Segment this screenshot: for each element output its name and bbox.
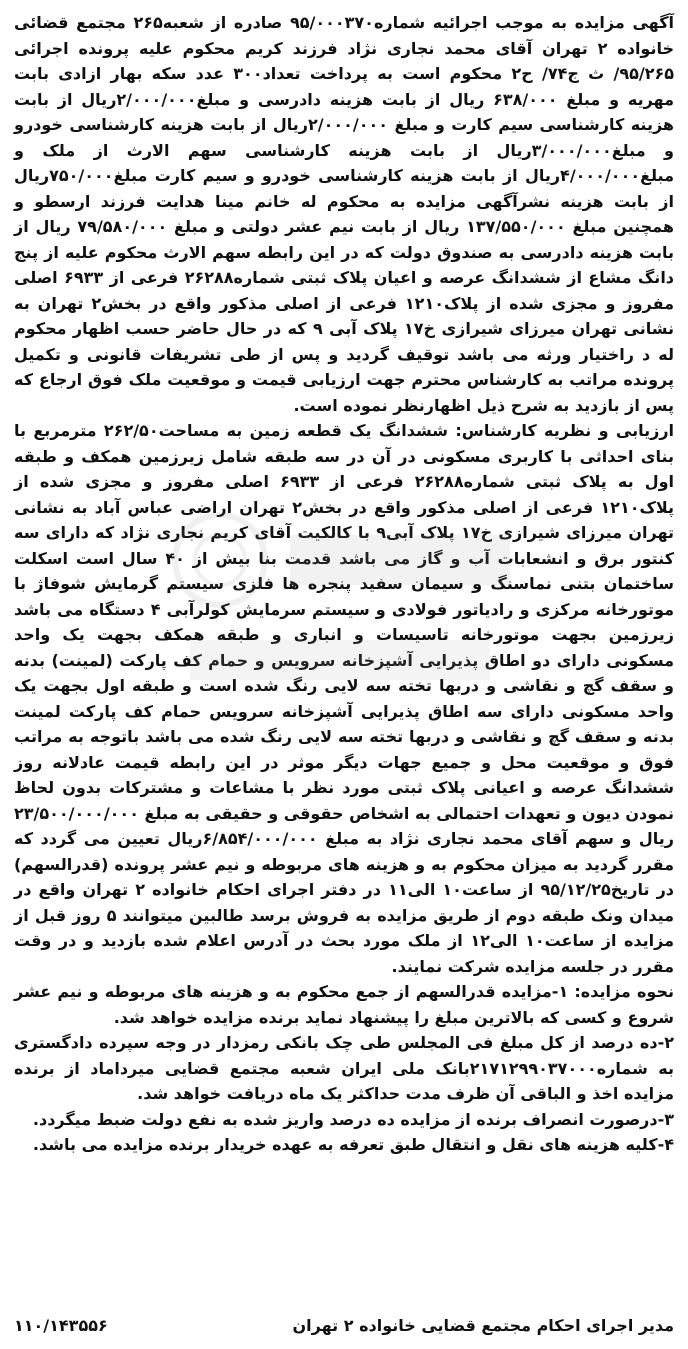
auction-method-item-2: ۲-ده درصد از کل مبلغ فی المجلس طی چک بانکی رمزدار در وجه سپرده دادگستری به شماره۲۱۷۱۲۹۹۰۳۷۰۰۰بانک ملی ایران شعبه مجتمع قضایی میرداماد از برنده مزایده اخذ و الباقی آن ظرف مدت حداکثر یک ماه دریافت خواهد شد. xyxy=(14,1033,675,1103)
auction-method-item-4: ۴-کلیه هزینه های نقل و انتقال طبق تعرفه به عهده خریدار برنده مزایده می باشد. xyxy=(32,1135,674,1154)
auction-method-item-1: نحوه مزایده: ۱-مزایده قدرالسهم از جمع محکوم به و هزینه های مربوطه و نیم عشر شروع و کسی که بالاترین مبلغ را پیشنهاد نماید برنده مزایده خواهد شد. xyxy=(14,982,675,1027)
notice-intro-paragraph: آگهی مزایده به موجب اجرائیه شماره۹۵/۰۰۰۳۷۰ صادره از شعبه۲۶۵ مجتمع قضائی خانواده ۲ تهران آقای محمد نجاری نژاد فرزند کریم محکوم علیه پرونده اجرائی ۹۵/۲۶۵/ ث ج۷۴/ ح۲ محکوم است به پرداخت تعداد۳۰۰ عدد سکه بهار ازادی بابت مهریه و مبلغ ۶۳۸/۰۰۰ ریال از بابت هزینه دادرسی و مبلغ۲/۰۰۰/۰۰۰ریال از بابت هزینه کارشناسی سیم کارت و مبلغ ۲/۰۰۰/۰۰۰ریال از بابت هزینه کارشناسی خودرو و مبلغ۳/۰۰۰/۰۰۰ریال از بابت هزینه کارشناسی سهم الارث از ملک و مبلغ۴/۰۰۰/۰۰۰ریال از بابت هزینه کارشناسی خودرو و سیم کارت مبلغ۷۵۰/۰۰۰ریال از بابت هزینه نشرآگهی مزایده به محکوم له خانم مینا هدایت فرزند ارسطو و همچنین مبلغ ۱۳۷/۵۵۰/۰۰۰ ریال از بابت نیم عشر دولتی و مبلغ ۷۹/۵۸۰/۰۰۰ ریال از بابت هزینه دادرسی به صندوق دولت که در این رابطه سهم الارث محکوم علیه از پنج دانگ مشاع از ششدانگ عرصه و اعیان پلاک ثبتی شماره۲۶۲۸۸ فرعی از ۶۹۳۳ اصلی مفروز و مجزی شده از پلاک۱۲۱۰ فرعی از اصلی مذکور واقع در بخش۲ تهران به نشانی تهران میرزای شیرازی خ۱۷ پلاک آبی ۹ که در حال حاضر حسب اظهار محکوم له د راختیار ورثه می باشد توقیف گردید و پس از طی تشریفات قانونی و تکمیل پرونده مراتب به کارشناس محترم جهت ارزیابی قیمت و موقعیت ملک فوق ارجاع که پس از بازدید به شرح ذیل اظهارنظر نموده است. xyxy=(14,13,675,415)
notice-code: ۱۱۰/۱۴۳۵۵۶ xyxy=(14,1315,108,1335)
auction-method-item-3: ۳-درصورت انصراف برنده از مزایده ده درصد واریز شده به نفع دولت ضبط میگردد. xyxy=(32,1109,674,1129)
auction-notice xyxy=(14,10,674,1338)
notice-footer xyxy=(14,1311,674,1339)
signature-line: مدیر اجرای احکام مجتمع قضایی خانواده ۲ تهران xyxy=(292,1315,674,1335)
expert-appraisal-paragraph: ارزیابی و نظریه کارشناس: ششدانگ یک قطعه زمین به مساحت۲۶۲/۵۰ مترمربع با بنای احداثی با کاربری مسکونی در آن در سه طبقه شامل زیرزمین همکف و طبقه اول به پلاک ثبتی شماره۲۶۲۸۸ فرعی از ۶۹۳۳ اصلی مفروز و مجزی شده از پلاک۱۲۱۰ فرعی از اصلی مذکور واقع در بخش۲ تهران اراضی عباس آباد به نشانی تهران میرزای شیرازی خ۱۷ پلاک آبی۹ با کالکیت آقای کریم نجاری نژاد که دارای سه کنتور برق و انشعابات آب و گاز می باشد قدمت بنا بیش از ۴۰ سال است اسکلت ساختمان بتنی نماسنگ و سیمان سفید پنجره ها فلزی سیستم گرمایش شوفاژ با موتورخانه مرکزی و رادیاتور فولادی و سیستم سرمایش کولرآبی ۴ دستگاه می باشد زیرزمین بجهت موتورخانه تاسیسات و انباری و طبقه همکف بجهت یک واحد مسکونی دارای دو اطاق پذیرایی آشپزخانه سرویس و حمام کف پارکت (لمینت) بدنه و سقف گچ و نقاشی و دربها تخته سه لایی رنگ شده است و طبقه اول بجهت یک واحد مسکونی دارای سه اطاق پذیرایی آشپزخانه سرویس حمام کف پارکت لمینت بدنه و سقف گچ و نقاشی و دربها تخته سه لایی رنگ شده می باشد باتوجه به مراتب فوق و موقعیت محل و جمیع جهات دیگر موثر در این رابطه قیمت عادلانه روز ششدانگ عرصه و اعیانی پلاک ثبتی مورد نظر با مشاعات و مشترکات بدون لحاظ نمودن دیون و تعهدات احتمالی به اشخاص حقوقی و حقیقی به مبلغ ۲۳/۵۰۰/۰۰۰/۰۰۰ ریال و سهم آقای محمد نجاری نژاد به مبلغ ۶/۸۵۴/۰۰۰/۰۰۰ریال تعیین می گردد که مقرر گردید به میزان محکوم به و هزینه های مربوطه و نیم عشر پرونده (قدرالسهم) در تاریخ۹۵/۱۲/۲۵ از ساعت۱۰ الی۱۱ در دفتر اجرای احکام خانواده ۲ تهران واقع در میدان ونک طبقه دوم از طریق مزایده به فروش برسد طالبین میتوانند ۵ روز قبل از مزایده از ساعت۱۰ الی۱۲ از ملک مورد بحث در آدرس اعلام شده بازدید و در وقت مقرر در جلسه مزایده شرکت نمایند. xyxy=(14,421,675,976)
